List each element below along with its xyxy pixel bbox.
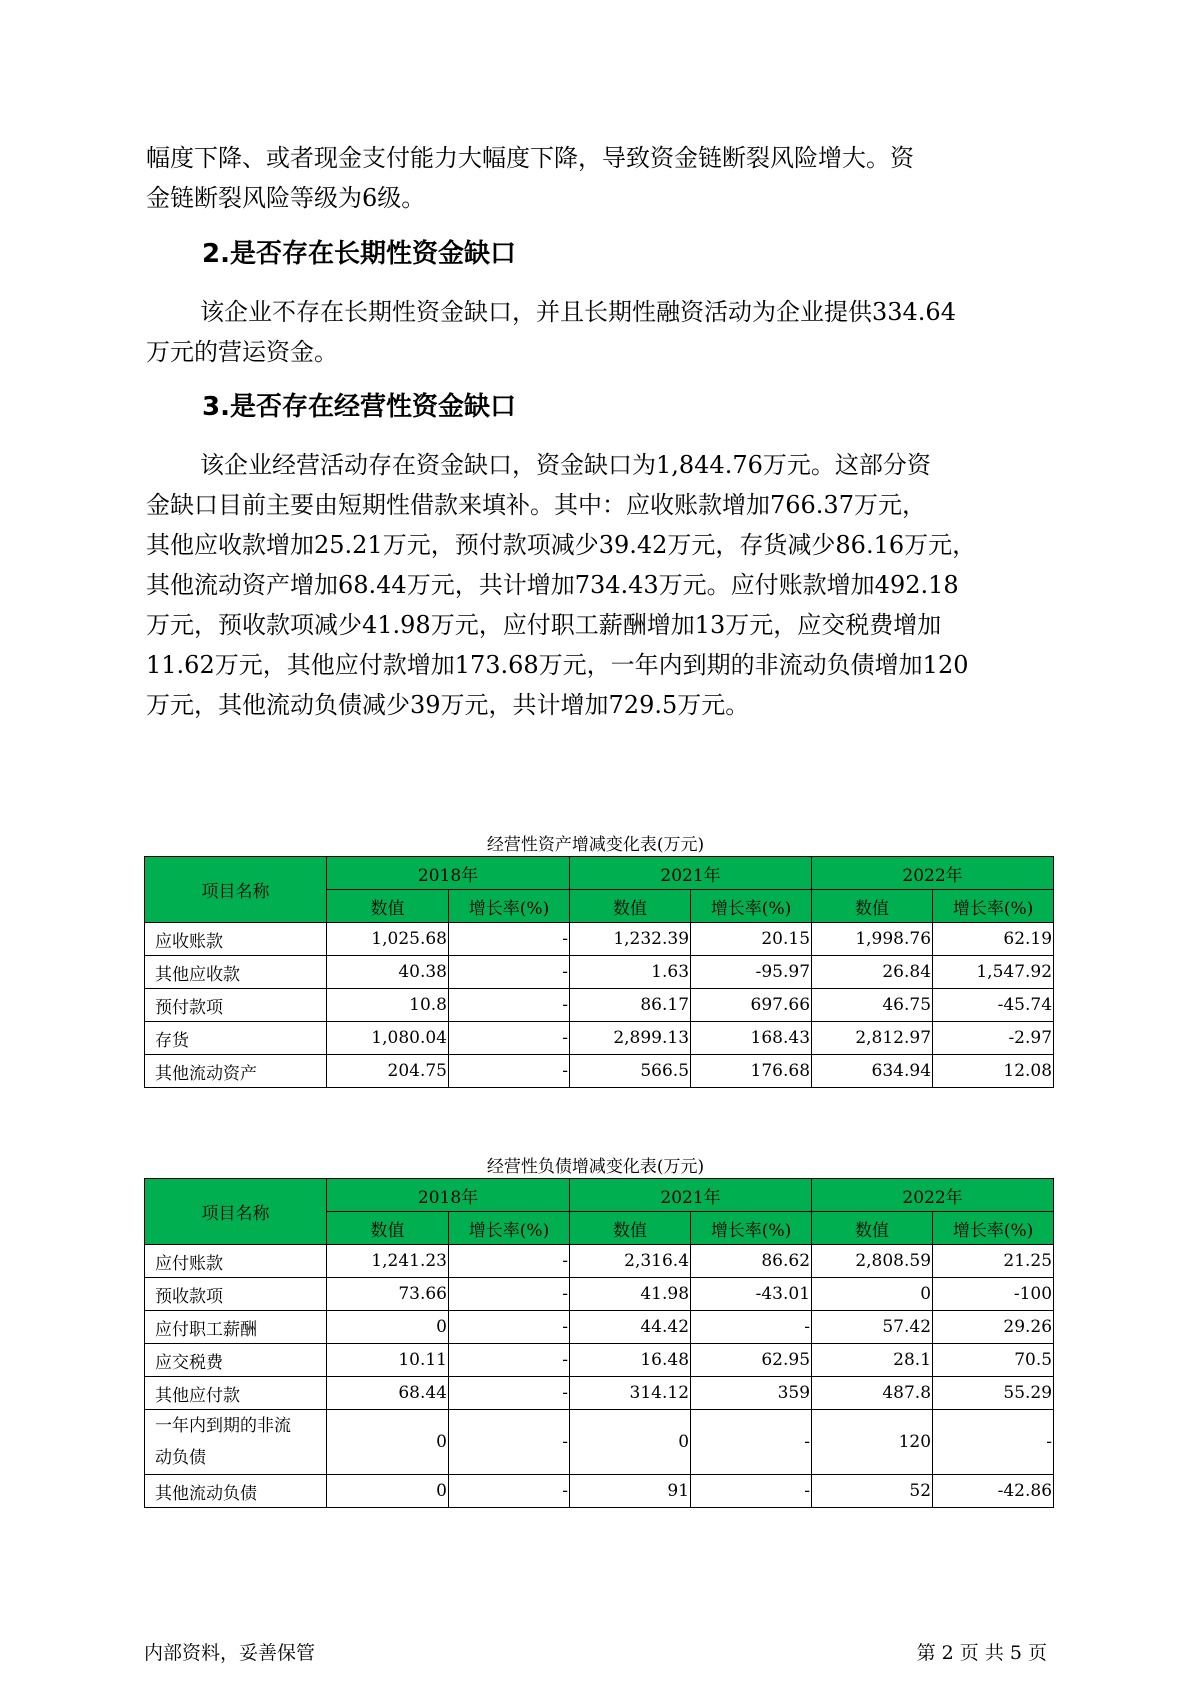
paragraph-line: 金链断裂风险等级为6级。 xyxy=(146,184,426,212)
value-cell: 26.84 xyxy=(812,956,933,989)
growth-rate-cell: -42.86 xyxy=(933,1475,1054,1508)
growth-rate-cell: - xyxy=(691,1410,812,1475)
column-header-value: 数值 xyxy=(812,890,933,923)
value-cell: 86.17 xyxy=(570,989,691,1022)
column-header-growth-rate: 增长率(%) xyxy=(691,890,812,923)
paragraph-operating-gap xyxy=(146,446,1056,726)
table-row xyxy=(145,1055,1054,1088)
value-cell: 1,025.68 xyxy=(327,923,449,956)
growth-rate-cell: -45.74 xyxy=(933,989,1054,1022)
column-header-year: 2018年 xyxy=(327,857,570,890)
column-header-item-name: 项目名称 xyxy=(145,857,327,923)
growth-rate-cell: 12.08 xyxy=(933,1055,1054,1088)
table-row xyxy=(145,989,1054,1022)
growth-rate-cell: 62.95 xyxy=(691,1344,812,1377)
growth-rate-cell: -2.97 xyxy=(933,1022,1054,1055)
row-item-name-line: 动负债 xyxy=(155,1448,206,1468)
growth-rate-cell: 29.26 xyxy=(933,1311,1054,1344)
column-header-growth-rate: 增长率(%) xyxy=(691,1212,812,1245)
table-row xyxy=(145,1344,1054,1377)
row-item-name: 预收款项 xyxy=(145,1278,327,1311)
section-heading-operating-gap: 3.是否存在经营性资金缺口 xyxy=(202,392,516,422)
value-cell: 2,316.4 xyxy=(570,1245,691,1278)
value-cell: 204.75 xyxy=(327,1055,449,1088)
row-item-name: 预付款项 xyxy=(145,989,327,1022)
value-cell: 91 xyxy=(570,1475,691,1508)
growth-rate-cell: 697.66 xyxy=(691,989,812,1022)
paragraph-line: 该企业不存在长期性资金缺口，并且长期性融资活动为企业提供334.64 xyxy=(200,298,956,326)
value-cell: 10.11 xyxy=(327,1344,449,1377)
value-cell: 46.75 xyxy=(812,989,933,1022)
growth-rate-cell: - xyxy=(449,1022,570,1055)
table-row xyxy=(145,923,1054,956)
growth-rate-cell: 176.68 xyxy=(691,1055,812,1088)
table-row xyxy=(145,1278,1054,1311)
paragraph-risk-level xyxy=(146,139,1056,219)
operating-assets-table xyxy=(144,856,1054,1088)
growth-rate-cell: - xyxy=(449,1475,570,1508)
footer-page-number: 第 2 页 共 5 页 xyxy=(916,1642,1047,1664)
value-cell: 28.1 xyxy=(812,1344,933,1377)
value-cell: 57.42 xyxy=(812,1311,933,1344)
column-header-growth-rate: 增长率(%) xyxy=(933,890,1054,923)
row-item-name: 其他应付款 xyxy=(145,1377,327,1410)
column-header-value: 数值 xyxy=(327,890,449,923)
value-cell: 41.98 xyxy=(570,1278,691,1311)
table-row xyxy=(145,1377,1054,1410)
growth-rate-cell: - xyxy=(449,923,570,956)
value-cell: 40.38 xyxy=(327,956,449,989)
row-item-name: 应付职工薪酬 xyxy=(145,1311,327,1344)
row-item-name: 其他流动资产 xyxy=(145,1055,327,1088)
footer-confidential-note: 内部资料，妥善保管 xyxy=(144,1642,316,1664)
column-header-value: 数值 xyxy=(570,1212,691,1245)
table-caption-liabilities: 经营性负债增减变化表(万元) xyxy=(486,1157,705,1177)
column-header-growth-rate: 增长率(%) xyxy=(449,1212,570,1245)
column-header-value: 数值 xyxy=(570,890,691,923)
growth-rate-cell: - xyxy=(449,956,570,989)
value-cell: 487.8 xyxy=(812,1377,933,1410)
growth-rate-cell: 86.62 xyxy=(691,1245,812,1278)
growth-rate-cell: 55.29 xyxy=(933,1377,1054,1410)
growth-rate-cell: -100 xyxy=(933,1278,1054,1311)
value-cell: 52 xyxy=(812,1475,933,1508)
growth-rate-cell: - xyxy=(691,1475,812,1508)
value-cell: 0 xyxy=(327,1410,449,1475)
growth-rate-cell: -43.01 xyxy=(691,1278,812,1311)
growth-rate-cell: - xyxy=(449,1410,570,1475)
growth-rate-cell: - xyxy=(449,1245,570,1278)
growth-rate-cell: - xyxy=(449,989,570,1022)
value-cell: 120 xyxy=(812,1410,933,1475)
growth-rate-cell: - xyxy=(449,1311,570,1344)
column-header-value: 数值 xyxy=(812,1212,933,1245)
column-header-year: 2022年 xyxy=(812,857,1054,890)
growth-rate-cell: -95.97 xyxy=(691,956,812,989)
growth-rate-cell: - xyxy=(449,1344,570,1377)
row-item-name: 存货 xyxy=(145,1022,327,1055)
table-row xyxy=(145,1410,1054,1475)
column-header-year: 2021年 xyxy=(570,857,812,890)
section-heading-long-term-gap: 2.是否存在长期性资金缺口 xyxy=(202,239,516,269)
row-item-name: 其他流动负债 xyxy=(145,1475,327,1508)
growth-rate-cell: 1,547.92 xyxy=(933,956,1054,989)
row-item-name-line: 一年内到期的非流 xyxy=(155,1416,291,1436)
value-cell: 16.48 xyxy=(570,1344,691,1377)
value-cell: 566.5 xyxy=(570,1055,691,1088)
table-row xyxy=(145,1475,1054,1508)
column-header-item-name: 项目名称 xyxy=(145,1179,327,1245)
value-cell: 10.8 xyxy=(327,989,449,1022)
column-header-year: 2021年 xyxy=(570,1179,812,1212)
value-cell: 2,899.13 xyxy=(570,1022,691,1055)
value-cell: 68.44 xyxy=(327,1377,449,1410)
value-cell: 0 xyxy=(812,1278,933,1311)
table-row xyxy=(145,1022,1054,1055)
growth-rate-cell: 168.43 xyxy=(691,1022,812,1055)
value-cell: 73.66 xyxy=(327,1278,449,1311)
table-row xyxy=(145,1245,1054,1278)
row-item-name: 应交税费 xyxy=(145,1344,327,1377)
value-cell: 1.63 xyxy=(570,956,691,989)
value-cell: 314.12 xyxy=(570,1377,691,1410)
row-item-name: 应收账款 xyxy=(145,923,327,956)
table-caption-assets: 经营性资产增减变化表(万元) xyxy=(486,835,705,855)
operating-liabilities-table xyxy=(144,1178,1054,1508)
growth-rate-cell: 21.25 xyxy=(933,1245,1054,1278)
growth-rate-cell: - xyxy=(449,1377,570,1410)
growth-rate-cell: - xyxy=(691,1311,812,1344)
paragraph-line: 该企业经营活动存在资金缺口，资金缺口为1,844.76万元。这部分资 xyxy=(200,451,931,479)
row-item-name: 其他应收款 xyxy=(145,956,327,989)
value-cell: 1,232.39 xyxy=(570,923,691,956)
paragraph-line: 万元，预收款项减少41.98万元，应付职工薪酬增加13万元，应交税费增加 xyxy=(146,611,942,639)
paragraph-line: 其他应收款增加25.21万元，预付款项减少39.42万元，存货减少86.16万元， xyxy=(146,531,977,559)
value-cell: 0 xyxy=(327,1311,449,1344)
paragraph-line: 幅度下降、或者现金支付能力大幅度下降，导致资金链断裂风险增大。资 xyxy=(146,144,914,172)
column-header-year: 2018年 xyxy=(327,1179,570,1212)
paragraph-line: 金缺口目前主要由短期性借款来填补。其中：应收账款增加766.37万元， xyxy=(146,491,926,519)
value-cell: 2,808.59 xyxy=(812,1245,933,1278)
table-row xyxy=(145,956,1054,989)
value-cell: 0 xyxy=(327,1475,449,1508)
column-header-growth-rate: 增长率(%) xyxy=(933,1212,1054,1245)
growth-rate-cell: - xyxy=(933,1410,1054,1475)
growth-rate-cell: - xyxy=(449,1055,570,1088)
growth-rate-cell: 20.15 xyxy=(691,923,812,956)
value-cell: 1,241.23 xyxy=(327,1245,449,1278)
value-cell: 1,080.04 xyxy=(327,1022,449,1055)
growth-rate-cell: - xyxy=(449,1278,570,1311)
value-cell: 2,812.97 xyxy=(812,1022,933,1055)
value-cell: 634.94 xyxy=(812,1055,933,1088)
column-header-growth-rate: 增长率(%) xyxy=(449,890,570,923)
column-header-year: 2022年 xyxy=(812,1179,1054,1212)
paragraph-long-term-gap xyxy=(146,293,1056,373)
growth-rate-cell: 62.19 xyxy=(933,923,1054,956)
paragraph-line: 其他流动资产增加68.44万元，共计增加734.43万元。应付账款增加492.18 xyxy=(146,571,959,599)
value-cell: 1,998.76 xyxy=(812,923,933,956)
paragraph-line: 万元，其他流动负债减少39万元，共计增加729.5万元。 xyxy=(146,691,750,719)
value-cell: 44.42 xyxy=(570,1311,691,1344)
growth-rate-cell: 359 xyxy=(691,1377,812,1410)
growth-rate-cell: 70.5 xyxy=(933,1344,1054,1377)
paragraph-line: 11.62万元，其他应付款增加173.68万元，一年内到期的非流动负债增加120 xyxy=(146,651,969,679)
row-item-name xyxy=(145,1410,327,1475)
paragraph-line: 万元的营运资金。 xyxy=(146,338,338,366)
value-cell: 0 xyxy=(570,1410,691,1475)
column-header-value: 数值 xyxy=(327,1212,449,1245)
table-row xyxy=(145,1311,1054,1344)
row-item-name: 应付账款 xyxy=(145,1245,327,1278)
